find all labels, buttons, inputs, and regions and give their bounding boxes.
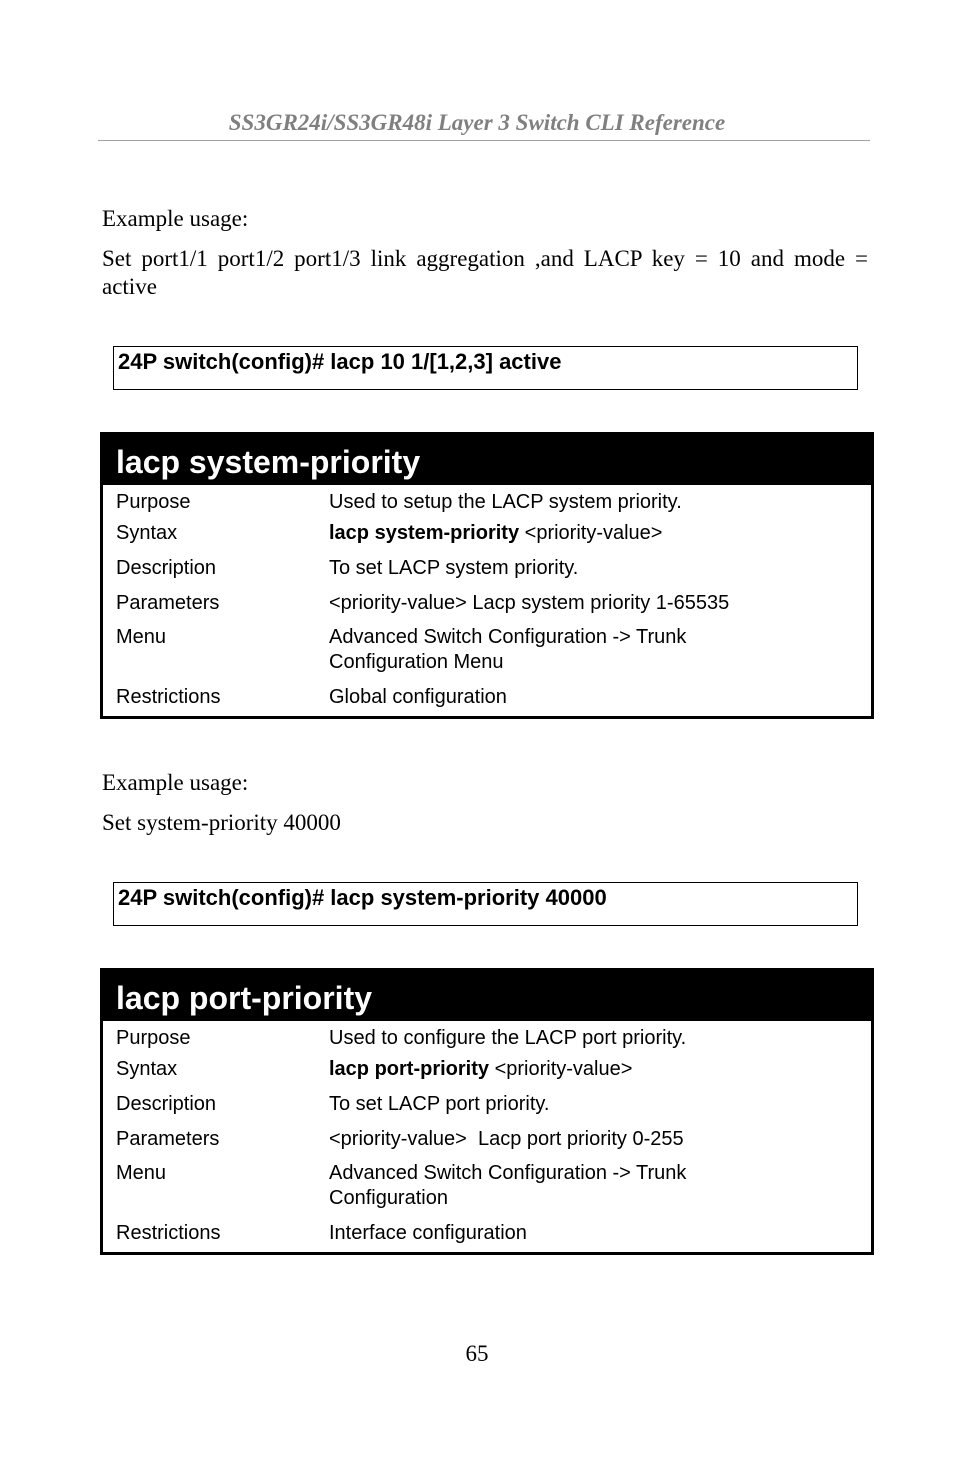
description-label: Description xyxy=(116,1093,217,1115)
purpose-row xyxy=(103,1021,871,1056)
purpose-label: Purpose xyxy=(116,491,191,513)
syntax-value xyxy=(329,1057,871,1092)
menu-line-2: Configuration xyxy=(329,1187,448,1209)
menu-row xyxy=(103,1161,871,1221)
syntax-argument: <priority-value> xyxy=(489,1058,633,1080)
purpose-label: Purpose xyxy=(116,1027,191,1049)
parameters-label: Parameters xyxy=(116,592,220,614)
purpose-value: Used to configure the LACP port priority. xyxy=(329,1027,687,1049)
syntax-label: Syntax xyxy=(116,1058,178,1080)
command-example-2: 24P switch(config)# lacp system-priority 40000 xyxy=(113,882,858,926)
syntax-row xyxy=(103,520,871,556)
parameters-label: Parameters xyxy=(116,1128,220,1150)
command-title: lacp port-priority xyxy=(103,971,871,1021)
header-rule xyxy=(98,140,870,141)
description-label: Description xyxy=(116,557,217,579)
command-example-1: 24P switch(config)# lacp 10 1/[1,2,3] active xyxy=(113,346,858,390)
restrictions-label: Restrictions xyxy=(116,1222,221,1244)
parameters-value: <priority-value> Lacp system priority 1-65535 xyxy=(329,592,730,614)
menu-line-1: Advanced Switch Configuration -> Trunk xyxy=(329,1162,687,1184)
menu-label: Menu xyxy=(116,1162,167,1184)
menu-line-2: Configuration Menu xyxy=(329,651,504,673)
page-number: 65 xyxy=(465,1341,489,1366)
example-description-2: Set system-priority 40000 xyxy=(102,810,341,835)
menu-label: Menu xyxy=(116,626,167,648)
parameters-row xyxy=(103,1127,871,1161)
description-value: To set LACP port priority. xyxy=(329,1093,550,1115)
command-title: lacp system-priority xyxy=(103,435,871,485)
syntax-label: Syntax xyxy=(116,522,178,544)
parameters-value: <priority-value> Lacp port priority 0-255 xyxy=(329,1128,684,1150)
command-table-port-priority xyxy=(100,968,874,1255)
example-usage-label-1: Example usage: xyxy=(102,206,249,231)
running-header: SS3GR24i/SS3GR48i Layer 3 Switch CLI Reference xyxy=(228,110,726,135)
syntax-argument: <priority-value> xyxy=(519,522,663,544)
menu-line-1: Advanced Switch Configuration -> Trunk xyxy=(329,626,687,648)
description-row xyxy=(103,556,871,591)
syntax-value xyxy=(329,521,871,556)
parameters-row xyxy=(103,591,871,625)
restrictions-value: Interface configuration xyxy=(329,1222,527,1244)
command-table-system-priority xyxy=(100,432,874,719)
menu-row xyxy=(103,625,871,685)
description-row xyxy=(103,1092,871,1127)
purpose-value: Used to setup the LACP system priority. xyxy=(329,491,682,513)
example-usage-label-2: Example usage: xyxy=(102,770,249,795)
description-value: To set LACP system priority. xyxy=(329,557,579,579)
restrictions-label: Restrictions xyxy=(116,686,221,708)
syntax-command: lacp system-priority xyxy=(329,522,520,544)
restrictions-row xyxy=(103,685,871,716)
restrictions-value: Global configuration xyxy=(329,686,507,708)
purpose-row xyxy=(103,485,871,520)
example-description-1: Set port1/1 port1/2 port1/3 link aggregation ,and LACP key = 10 and mode = active xyxy=(102,246,868,299)
syntax-row xyxy=(103,1056,871,1092)
restrictions-row xyxy=(103,1221,871,1252)
menu-value xyxy=(329,1161,871,1221)
menu-value xyxy=(329,625,871,685)
syntax-command: lacp port-priority xyxy=(329,1058,490,1080)
